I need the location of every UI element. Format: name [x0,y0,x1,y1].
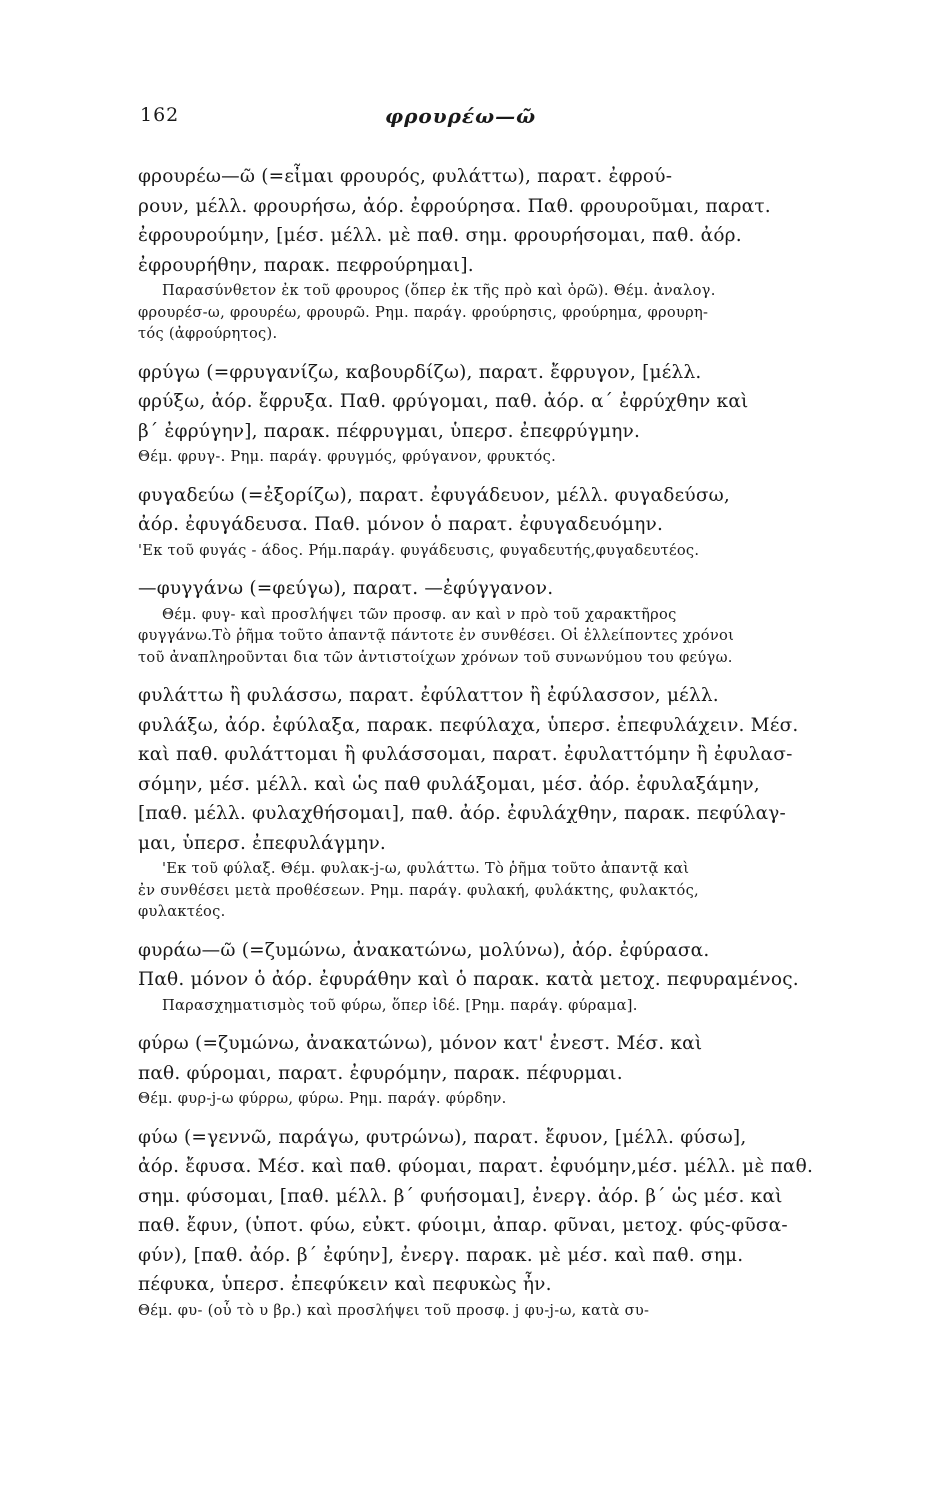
entry-line: μαι, ὑπερσ. ἐπεφυλάγμην. [138,832,386,854]
entry-line: παθ. φύρομαι, παρατ. ἐφυρόμην, παρακ. πέφυρμαι. [138,1062,623,1084]
dictionary-entry [138,1123,877,1322]
dictionary-entry [138,162,877,345]
entry-line: Παθ. μόνον ὁ ἀόρ. ἐφυράθην καὶ ὁ παρακ. κατὰ μετοχ. πεφυραμένος. [138,969,799,990]
entry-line: ἀόρ. ἐφυγάδευσα. Παθ. μόνον ὁ παρατ. ἐφυγαδευόμην. [138,514,664,535]
entry-line: φρύξω, ἀόρ. ἔφρυξα. Παθ. φρύγομαι, παθ. ἀόρ. α΄ ἐφρύχθην καὶ [138,391,749,412]
etymology-note: Θέμ. φυρ-j-ω φύρρω, φύρω. Ρημ. παράγ. φύρδην. [138,1090,507,1107]
entry-line: φυλάξω, ἀόρ. ἐφύλαξα, παρακ. πεφύλαχα, ὑπερσ. ἐπεφυλάχειν. Μέσ. [138,714,799,736]
dictionary-entry [138,481,877,562]
etymology-note: Θέμ. φρυγ-. Ρημ. παράγ. φρυγμός, φρύγανον, φρυκτός. [138,448,557,465]
page-number: 162 [140,104,180,126]
running-title: φρουρέω—ῶ [385,104,537,128]
entry-line: φύν), [παθ. ἀόρ. β΄ ἐφύην], ἐνεργ. παρακ. μὲ μέσ. καὶ παθ. σημ. [138,1244,744,1266]
etymology-note: Παρασχηματισμὸς τοῦ φύρω, ὅπερ ἰδέ. [Ρημ. παράγ. φύραμα]. [162,996,638,1014]
entry-line: σόμην, μέσ. μέλλ. καὶ ὡς παθ φυλάξομαι, μέσ. ἀόρ. ἐφυλαξάμην, [138,773,760,795]
entry-line: ἐφρουρούμην, [μέσ. μέλλ. μὲ παθ. σημ. φρουρήσομαι, παθ. ἀόρ. [138,225,742,246]
etymology-note: φυλακτέος. [138,903,226,920]
etymology-note: Θέμ. φυγ- καὶ προσλήψει τῶν προσφ. αν καὶ ν πρὸ τοῦ χαρακτῆρος [162,605,677,623]
etymology-note: Παρασύνθετον ἐκ τοῦ φρουρος (ὅπερ ἐκ τῆς πρὸ καὶ ὁρῶ). Θέμ. ἀναλογ. [162,282,716,299]
entry-line: ρουν, μέλλ. φρουρήσω, ἀόρ. ἐφρούρησα. Παθ. φρουροῦμαι, παρατ. [138,195,771,217]
dictionary-entry [138,574,877,668]
entry-line: φυράω—ῶ (=ζυμώνω, ἀνακατώνω, μολύνω), ἀόρ. ἐφύρασα. [138,939,710,961]
etymology-note: Θέμ. φυ- (οὗ τὸ υ βρ.) καὶ προσλήψει τοῦ προσφ. j φυ-j-ω, κατὰ συ- [138,1301,650,1319]
entry-line: φρουρέω—ῶ (=εἶμαι φρουρός, φυλάττω), παρατ. ἐφρού- [138,166,673,187]
entry-line: πέφυκα, ὑπερσ. ἐπεφύκειν καὶ πεφυκὼς ἦν. [138,1274,552,1295]
etymology-note: τός (ἀφρούρητος). [138,325,278,342]
running-head [138,104,877,144]
entry-line: [παθ. μέλλ. φυλαχθήσομαι], παθ. ἀόρ. ἐφυλάχθην, παρακ. πεφύλαγ- [138,803,786,824]
etymology-note: φρουρέσ-ω, φρουρέω, φρουρῶ. Ρημ. παράγ. φρούρησις, φρούρημα, φρουρη- [138,303,709,321]
etymology-note: ἐν συνθέσει μετὰ προθέσεων. Ρημ. παράγ. φυλακή, φυλάκτης, φυλακτός, [138,881,699,899]
entry-line: φυλάττω ἢ φυλάσσω, παρατ. ἐφύλαττον ἢ ἐφύλασσον, μέλλ. [138,685,719,706]
entry-line: ἀόρ. ἔφυσα. Μέσ. καὶ παθ. φύομαι, παρατ. ἐφυόμην,μέσ. μέλλ. μὲ παθ. [138,1156,814,1177]
entry-line: ἐφρουρήθην, παρακ. πεφρούρημαι]. [138,254,474,276]
etymology-note: φυγγάνω.Τὸ ῥῆμα τοῦτο ἀπαντᾷ πάντοτε ἐν συνθέσει. Οἱ ἐλλείποντες χρόνοι [138,627,735,644]
entry-line: β΄ ἐφρύγην], παρακ. πέφρυγμαι, ὑπερσ. ἐπεφρύγμην. [138,420,641,442]
dictionary-entry [138,358,877,468]
entry-line: φυγαδεύω (=ἐξορίζω), παρατ. ἐφυγάδευον, μέλλ. φυγαδεύσω, [138,484,731,506]
entry-line: σημ. φύσομαι, [παθ. μέλλ. β΄ φυήσομαι], ἐνεργ. ἀόρ. β΄ ὡς μέσ. καὶ [138,1185,783,1207]
entry-line: φύρω (=ζυμώνω, ἀνακατώνω), μόνον κατ' ἐνεστ. Μέσ. καὶ [138,1033,703,1054]
entry-line: φρύγω (=φρυγανίζω, καβουρδίζω), παρατ. ἔφρυγον, [μέλλ. [138,361,702,383]
entry-line: παθ. ἔφυν, (ὑποτ. φύω, εὐκτ. φύοιμι, ἀπαρ. φῦναι, μετοχ. φύς-φῦσα- [138,1215,788,1236]
etymology-note: 'Εκ τοῦ φύλαξ. Θέμ. φυλακ-j-ω, φυλάττω. Τὸ ῥῆμα τοῦτο ἀπαντᾷ καὶ [162,860,690,877]
entry-line: —φυγγάνω (=φεύγω), παρατ. —ἐφύγγανον. [138,578,554,599]
dictionary-entry [138,936,877,1017]
entry-line: καὶ παθ. φυλάττομαι ἢ φυλάσσομαι, παρατ. ἐφυλαττόμην ἢ ἐφυλασ- [138,744,793,765]
etymology-note: τοῦ ἀναπληροῦνται δια τῶν ἀντιστοίχων χρόνων τοῦ συνωνύμου του φεύγω. [138,648,733,666]
entry-line: φύω (=γεννῶ, παράγω, φυτρώνω), παρατ. ἔφυον, [μέλλ. φύσω], [138,1126,747,1148]
dictionary-entry [138,681,877,923]
etymology-note: 'Εκ τοῦ φυγάς - άδος. Ρήμ.παράγ. φυγάδευσις, φυγαδευτής,φυγαδευτέος. [138,541,700,559]
dictionary-entry [138,1029,877,1110]
